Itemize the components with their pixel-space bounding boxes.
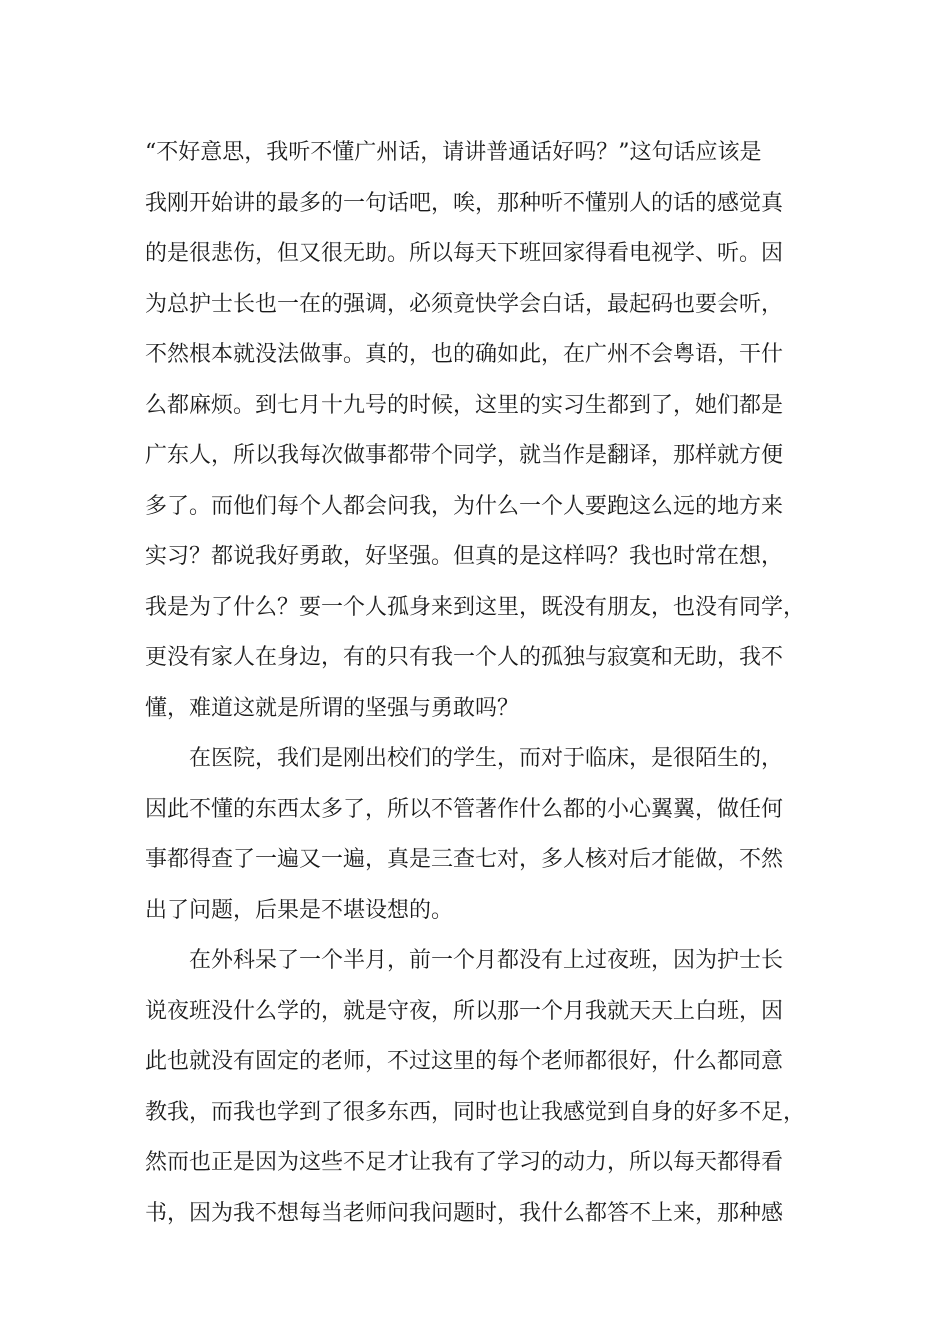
text-line: 多了。而他们每个人都会问我，为什么一个人要跑这么远的地方来 — [145, 493, 784, 519]
text-line: 然而也正是因为这些不足才让我有了学习的动力，所以每天都得看 — [145, 1150, 784, 1175]
text-line: 我刚开始讲的最多的一句话吧，唉，那种听不懂别人的话的感觉真 — [145, 190, 784, 216]
text-line: 此也就没有固定的老师，不过这里的每个老师都很好，什么都同意 — [145, 1049, 784, 1074]
text-line: 书，因为我不想每当老师问我问题时，我什么都答不上来，那种感 — [145, 1200, 784, 1226]
text-line: “不好意思，我听不懂广州话，请讲普通话好吗？”这句话应该是 — [145, 140, 762, 165]
text-line: 的是很悲伤，但又很无助。所以每天下班回家得看电视学、听。因 — [145, 241, 784, 266]
body-text — [145, 128, 825, 1239]
text-line: 因此不懂的东西太多了，所以不管著作什么都的小心翼翼，做任何 — [145, 796, 784, 822]
text-line: 懂，难道这就是所谓的坚强与勇敢吗？ — [145, 695, 520, 721]
text-line: 我是为了什么？要一个人孤身来到这里，既没有朋友，也没有同学， — [145, 594, 806, 620]
text-line: 广东人，所以我每次做事都带个同学，就当作是翻译，那样就方便 — [145, 443, 784, 468]
text-line: 为总护士长也一在的强调，必须竟快学会白话，最起码也要会听， — [145, 291, 784, 317]
text-line: 教我，而我也学到了很多东西，同时也让我感觉到自身的好多不足， — [145, 1099, 806, 1125]
text-line: 不然根本就没法做事。真的，也的确如此，在广州不会粤语，干什 — [145, 342, 784, 367]
paragraph-start-line: 在医院，我们是刚出校们的学生，而对于临床，是很陌生的， — [189, 746, 784, 771]
text-line: 事都得查了一遍又一遍，真是三查七对，多人核对后才能做，不然 — [145, 847, 784, 872]
text-line: 出了问题，后果是不堪设想的。 — [145, 897, 454, 923]
text-line: 实习？都说我好勇敢，好坚强。但真的是这样吗？我也时常在想， — [145, 544, 784, 569]
paragraph-start-line: 在外科呆了一个半月，前一个月都没有上过夜班，因为护士长 — [189, 948, 784, 973]
text-line: 更没有家人在身边，有的只有我一个人的孤独与寂寞和无助，我不 — [145, 645, 784, 670]
text-line: 么都麻烦。到七月十九号的时候，这里的实习生都到了，她们都是 — [145, 392, 784, 418]
text-line: 说夜班没什么学的，就是守夜，所以那一个月我就天天上白班，因 — [145, 998, 784, 1024]
